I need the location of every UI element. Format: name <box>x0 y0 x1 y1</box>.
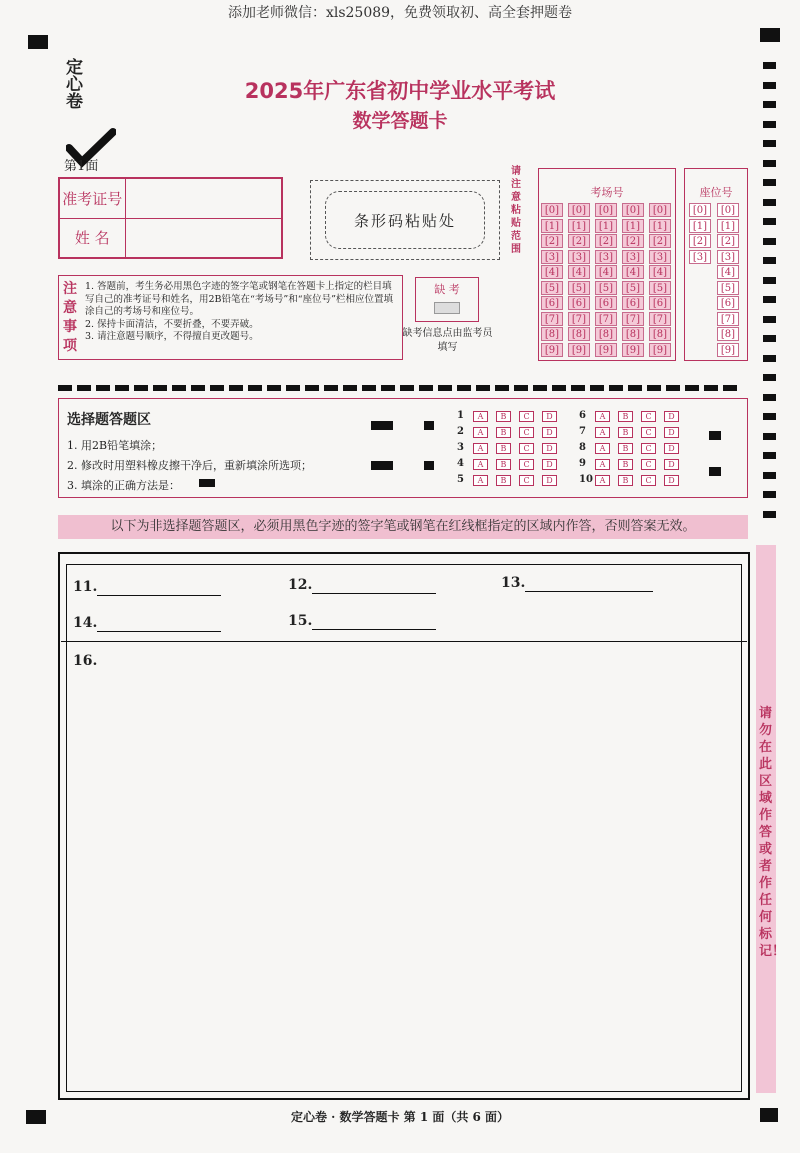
mc-option-bubble[interactable]: A <box>595 411 610 422</box>
timing-mark <box>371 461 393 470</box>
exam-room-bubble[interactable]: [6] <box>568 296 590 310</box>
exam-room-bubble[interactable]: [6] <box>595 296 617 310</box>
separator-dash <box>438 385 452 391</box>
mc-question-number: 7 <box>579 426 586 437</box>
barcode-label: 条形码粘贴处 <box>325 191 485 249</box>
mc-rule: 2. 修改时用塑料橡皮擦干净后，重新填涂所选项； <box>67 459 312 472</box>
mc-question-number: 1 <box>457 410 464 421</box>
exam-room-bubble[interactable]: [8] <box>568 327 590 341</box>
timing-mark <box>763 62 776 69</box>
separator-dash <box>400 385 414 391</box>
separator-dash <box>419 385 433 391</box>
seat-bubble[interactable]: [2] <box>717 234 739 248</box>
exam-room-bubble[interactable]: [8] <box>541 327 563 341</box>
footer: 定心卷 · 数学答题卡 第 1 面（共 6 面） <box>290 1110 510 1124</box>
mc-option-bubble[interactable]: A <box>595 443 610 454</box>
separator-dash <box>115 385 129 391</box>
mc-question-number: 6 <box>579 410 586 421</box>
mc-option-bubble[interactable]: B <box>496 459 511 470</box>
exam-room-bubble[interactable]: [9] <box>541 343 563 357</box>
mc-question-number: 3 <box>457 442 464 453</box>
seat-bubble[interactable]: [4] <box>717 265 739 279</box>
exam-room-bubble[interactable]: [6] <box>622 296 644 310</box>
separator-dash <box>552 385 566 391</box>
mc-option-bubble[interactable]: D <box>664 459 679 470</box>
exam-room-bubble[interactable]: [9] <box>595 343 617 357</box>
logo-text: 定心卷 <box>62 58 82 109</box>
notes-box <box>58 275 403 360</box>
separator-bar <box>58 376 748 384</box>
timing-mark <box>763 413 776 420</box>
mc-option-bubble[interactable]: B <box>496 427 511 438</box>
mc-question-number: 10 <box>579 474 593 485</box>
q12-answer-line[interactable] <box>312 593 436 594</box>
absent-label: 缺 考 <box>434 283 460 296</box>
timing-mark <box>763 472 776 479</box>
exam-room-bubble[interactable]: [7] <box>595 312 617 326</box>
timing-mark <box>763 238 776 245</box>
exam-room-bubble[interactable]: [1] <box>595 219 617 233</box>
separator-dash <box>476 385 490 391</box>
mc-option-bubble[interactable]: C <box>641 443 656 454</box>
exam-room-bubble[interactable]: [3] <box>541 250 563 264</box>
separator-dash <box>609 385 623 391</box>
separator-dash <box>267 385 281 391</box>
non-choice-banner: 以下为非选择题答题区，必须用黑色字迹的签字笔或钢笔在红线框指定的区域内作答，否则答案无效。 <box>58 515 748 539</box>
exam-room-bubble[interactable]: [7] <box>541 312 563 326</box>
exam-room-bubble[interactable]: [5] <box>541 281 563 295</box>
separator-dash <box>248 385 262 391</box>
timing-mark <box>709 467 721 476</box>
page-subtitle: 数学答题卡 <box>352 110 448 132</box>
mc-option-bubble[interactable]: A <box>595 459 610 470</box>
mc-option-bubble[interactable]: B <box>618 427 633 438</box>
mc-option-bubble[interactable]: D <box>664 443 679 454</box>
mc-option-bubble[interactable]: B <box>618 411 633 422</box>
separator-dash <box>305 385 319 391</box>
exam-room-bubble[interactable]: [1] <box>622 219 644 233</box>
exam-room-bubble[interactable]: [2] <box>541 234 563 248</box>
seat-bubble[interactable]: [1] <box>689 219 711 233</box>
mc-option-bubble[interactable]: A <box>595 475 610 486</box>
name-label: 姓 名 <box>59 218 125 258</box>
timing-mark <box>763 511 776 518</box>
note-item: 1. 答题前，考生务必用黑色字迹的签字笔或钢笔在答题卡上指定的栏目填写自己的准考证号和姓名，用2B铅笔在“考场号”和“座位号”栏相应位置填涂自己的考场号和座位号。 <box>85 281 393 317</box>
seat-bubble[interactable]: [3] <box>689 250 711 264</box>
mc-option-bubble[interactable]: D <box>542 475 557 486</box>
exam-room-bubble[interactable]: [8] <box>649 327 671 341</box>
name-field[interactable] <box>125 218 282 258</box>
seat-bubble[interactable]: [5] <box>717 281 739 295</box>
mc-option-bubble[interactable]: D <box>542 443 557 454</box>
seat-bubble[interactable]: [3] <box>717 250 739 264</box>
separator-dash <box>381 385 395 391</box>
mc-option-bubble[interactable]: D <box>664 427 679 438</box>
separator-dash <box>343 385 357 391</box>
timing-mark <box>763 140 776 147</box>
timing-mark <box>763 433 776 440</box>
timing-mark <box>424 421 434 430</box>
exam-room-bubble[interactable]: [7] <box>649 312 671 326</box>
page-title: 2025年广东省初中学业水平考试 <box>244 79 556 103</box>
timing-mark <box>763 277 776 284</box>
mc-rule: 1. 用2B铅笔填涂； <box>67 439 163 452</box>
separator-dash <box>457 385 471 391</box>
mc-question-number: 8 <box>579 442 586 453</box>
exam-room-bubble[interactable]: [0] <box>622 203 644 217</box>
separator-dash <box>77 385 91 391</box>
mc-option-bubble[interactable]: B <box>496 475 511 486</box>
top-watermark: 添加老师微信：xls25089，免费领取初、高全套押题卷 <box>227 5 573 21</box>
seat-label: 座位号 <box>699 186 733 199</box>
side-warning-text: 请勿在此区域作答或者作任何标记！ <box>759 706 786 959</box>
mc-option-bubble[interactable]: B <box>618 459 633 470</box>
seat-bubble[interactable]: [1] <box>717 219 739 233</box>
mc-question-number: 5 <box>457 474 464 485</box>
separator-dash <box>514 385 528 391</box>
mc-option-bubble[interactable]: D <box>542 411 557 422</box>
separator-dash <box>533 385 547 391</box>
separator-dash <box>495 385 509 391</box>
exam-room-bubble[interactable]: [5] <box>649 281 671 295</box>
separator-dash <box>210 385 224 391</box>
timing-mark <box>763 199 776 206</box>
mc-option-bubble[interactable]: B <box>618 475 633 486</box>
exam-room-bubble[interactable]: [3] <box>649 250 671 264</box>
seat-bubble[interactable]: [7] <box>717 312 739 326</box>
exam-number-label: 准考证号 <box>59 178 125 218</box>
mc-option-bubble[interactable]: C <box>641 475 656 486</box>
exam-room-bubble[interactable]: [8] <box>595 327 617 341</box>
mc-option-bubble[interactable]: C <box>641 411 656 422</box>
exam-room-bubble[interactable]: [4] <box>649 265 671 279</box>
side-warning-strip <box>756 545 786 1093</box>
timing-mark <box>763 160 776 167</box>
exam-room-bubble[interactable]: [2] <box>595 234 617 248</box>
corner-mark-top-left <box>28 35 48 49</box>
exam-room-bubble[interactable]: [2] <box>622 234 644 248</box>
seat-bubble[interactable]: [0] <box>717 203 739 217</box>
mc-question-number: 9 <box>579 458 586 469</box>
exam-number-field[interactable] <box>125 178 282 218</box>
exam-room-bubble[interactable]: [5] <box>568 281 590 295</box>
q16-label: 16. <box>73 653 98 669</box>
multiple-choice-area <box>58 398 748 498</box>
mc-option-bubble[interactable]: C <box>641 459 656 470</box>
page-side-label: 第1面 <box>64 159 99 174</box>
exam-room-bubble[interactable]: [1] <box>541 219 563 233</box>
mc-option-bubble[interactable]: A <box>473 475 488 486</box>
q13-label: 13. <box>501 575 526 591</box>
absent-bubble[interactable] <box>434 302 460 314</box>
timing-mark <box>763 218 776 225</box>
exam-room-bubble[interactable]: [0] <box>568 203 590 217</box>
mc-option-bubble[interactable]: A <box>473 411 488 422</box>
q14-label: 14. <box>73 615 98 631</box>
mc-option-bubble[interactable]: D <box>542 459 557 470</box>
timing-mark <box>763 452 776 459</box>
separator-dash <box>628 385 642 391</box>
notes-label: 注意事项 <box>63 281 77 354</box>
answer-area <box>58 552 750 1100</box>
answer-inner-box <box>66 564 742 1092</box>
exam-room-bubble[interactable]: [4] <box>568 265 590 279</box>
exam-room-bubble[interactable]: [7] <box>568 312 590 326</box>
timing-mark <box>763 335 776 342</box>
mc-option-bubble[interactable]: C <box>641 427 656 438</box>
separator-dash <box>704 385 718 391</box>
filled-example-mark <box>199 479 215 487</box>
exam-room-bubble[interactable]: [0] <box>595 203 617 217</box>
separator-dash <box>571 385 585 391</box>
q13-answer-line[interactable] <box>525 591 653 592</box>
timing-mark <box>763 257 776 264</box>
exam-room-bubble[interactable]: [6] <box>541 296 563 310</box>
timing-mark <box>709 431 721 440</box>
exam-room-bubble[interactable]: [2] <box>568 234 590 248</box>
timing-mark <box>763 316 776 323</box>
exam-room-bubble[interactable]: [8] <box>622 327 644 341</box>
timing-mark <box>763 394 776 401</box>
exam-room-bubble[interactable]: [1] <box>649 219 671 233</box>
mc-option-bubble[interactable]: A <box>473 459 488 470</box>
id-table <box>58 177 283 259</box>
please-fill-note: 请注意粘贴范围 <box>511 166 521 255</box>
separator-dash <box>324 385 338 391</box>
exam-room-bubble[interactable]: [6] <box>649 296 671 310</box>
exam-room-bubble[interactable]: [3] <box>595 250 617 264</box>
separator-dash <box>191 385 205 391</box>
absent-box <box>415 277 479 322</box>
mc-option-bubble[interactable]: A <box>473 427 488 438</box>
mc-option-bubble[interactable]: B <box>496 411 511 422</box>
mc-question-number: 2 <box>457 426 464 437</box>
mc-option-bubble[interactable]: C <box>519 443 534 454</box>
absent-note: 缺考信息点由监考员填写 <box>402 328 493 353</box>
exam-room-bubble[interactable]: [0] <box>541 203 563 217</box>
exam-room-bubble[interactable]: [0] <box>649 203 671 217</box>
separator-dash <box>685 385 699 391</box>
mc-option-bubble[interactable]: C <box>519 411 534 422</box>
note-item: 3. 请注意题号顺序，不得擅自更改题号。 <box>85 331 259 342</box>
separator-dash <box>153 385 167 391</box>
exam-room-bubble[interactable]: [3] <box>622 250 644 264</box>
timing-mark <box>424 461 434 470</box>
separator-dash <box>590 385 604 391</box>
q16-divider <box>61 641 747 642</box>
mc-option-bubble[interactable]: C <box>519 427 534 438</box>
exam-room-label: 考场号 <box>590 186 624 199</box>
exam-room-bubble[interactable]: [4] <box>622 265 644 279</box>
exam-room-bubble[interactable]: [9] <box>649 343 671 357</box>
mc-rule: 3. 填涂的正确方法是： <box>67 479 180 492</box>
mc-option-bubble[interactable]: C <box>519 475 534 486</box>
mc-option-bubble[interactable]: B <box>618 443 633 454</box>
separator-dash <box>286 385 300 391</box>
timing-mark <box>763 374 776 381</box>
separator-dash <box>362 385 376 391</box>
mc-option-bubble[interactable]: D <box>664 475 679 486</box>
separator-dash <box>647 385 661 391</box>
note-item: 2. 保持卡面清洁，不要折叠，不要弄破。 <box>85 318 259 330</box>
timing-mark <box>763 179 776 186</box>
separator-dash <box>666 385 680 391</box>
q15-label: 15. <box>288 613 313 629</box>
mc-option-bubble[interactable]: C <box>519 459 534 470</box>
separator-dash <box>172 385 186 391</box>
seat-bubble[interactable]: [9] <box>717 343 739 357</box>
timing-mark <box>763 491 776 498</box>
exam-room-bubble[interactable]: [5] <box>622 281 644 295</box>
exam-room-bubble[interactable]: [3] <box>568 250 590 264</box>
mc-option-bubble[interactable]: D <box>542 427 557 438</box>
q11-answer-line[interactable] <box>97 595 221 596</box>
exam-room-bubble[interactable]: [9] <box>622 343 644 357</box>
exam-room-bubble[interactable]: [7] <box>622 312 644 326</box>
separator-dash <box>96 385 110 391</box>
barcode-area <box>310 180 500 260</box>
mc-option-bubble[interactable]: A <box>595 427 610 438</box>
seat-bubble[interactable]: [0] <box>689 203 711 217</box>
exam-room-bubble[interactable]: [1] <box>568 219 590 233</box>
timing-mark <box>763 355 776 362</box>
separator-dash <box>134 385 148 391</box>
exam-room-bubble[interactable]: [9] <box>568 343 590 357</box>
mc-question-number: 4 <box>457 458 464 469</box>
exam-room-bubble[interactable]: [4] <box>595 265 617 279</box>
timing-mark <box>763 296 776 303</box>
q11-label: 11. <box>73 579 98 595</box>
separator-dash <box>229 385 243 391</box>
exam-room-bubble[interactable]: [5] <box>595 281 617 295</box>
q14-answer-line[interactable] <box>97 631 221 632</box>
corner-mark-top-right <box>760 28 780 42</box>
mc-option-bubble[interactable]: A <box>473 443 488 454</box>
mc-header: 选择题答题区 <box>67 412 151 428</box>
mc-option-bubble[interactable]: D <box>664 411 679 422</box>
timing-mark <box>371 421 393 430</box>
separator-dash <box>58 385 72 391</box>
seat-bubble[interactable]: [8] <box>717 327 739 341</box>
exam-room-bubble[interactable]: [2] <box>649 234 671 248</box>
seat-bubble[interactable]: [6] <box>717 296 739 310</box>
mc-option-bubble[interactable]: B <box>496 443 511 454</box>
q15-answer-line[interactable] <box>312 629 436 630</box>
exam-room-bubble[interactable]: [4] <box>541 265 563 279</box>
seat-bubble[interactable]: [2] <box>689 234 711 248</box>
separator-dash <box>723 385 737 391</box>
q12-label: 12. <box>288 577 313 593</box>
